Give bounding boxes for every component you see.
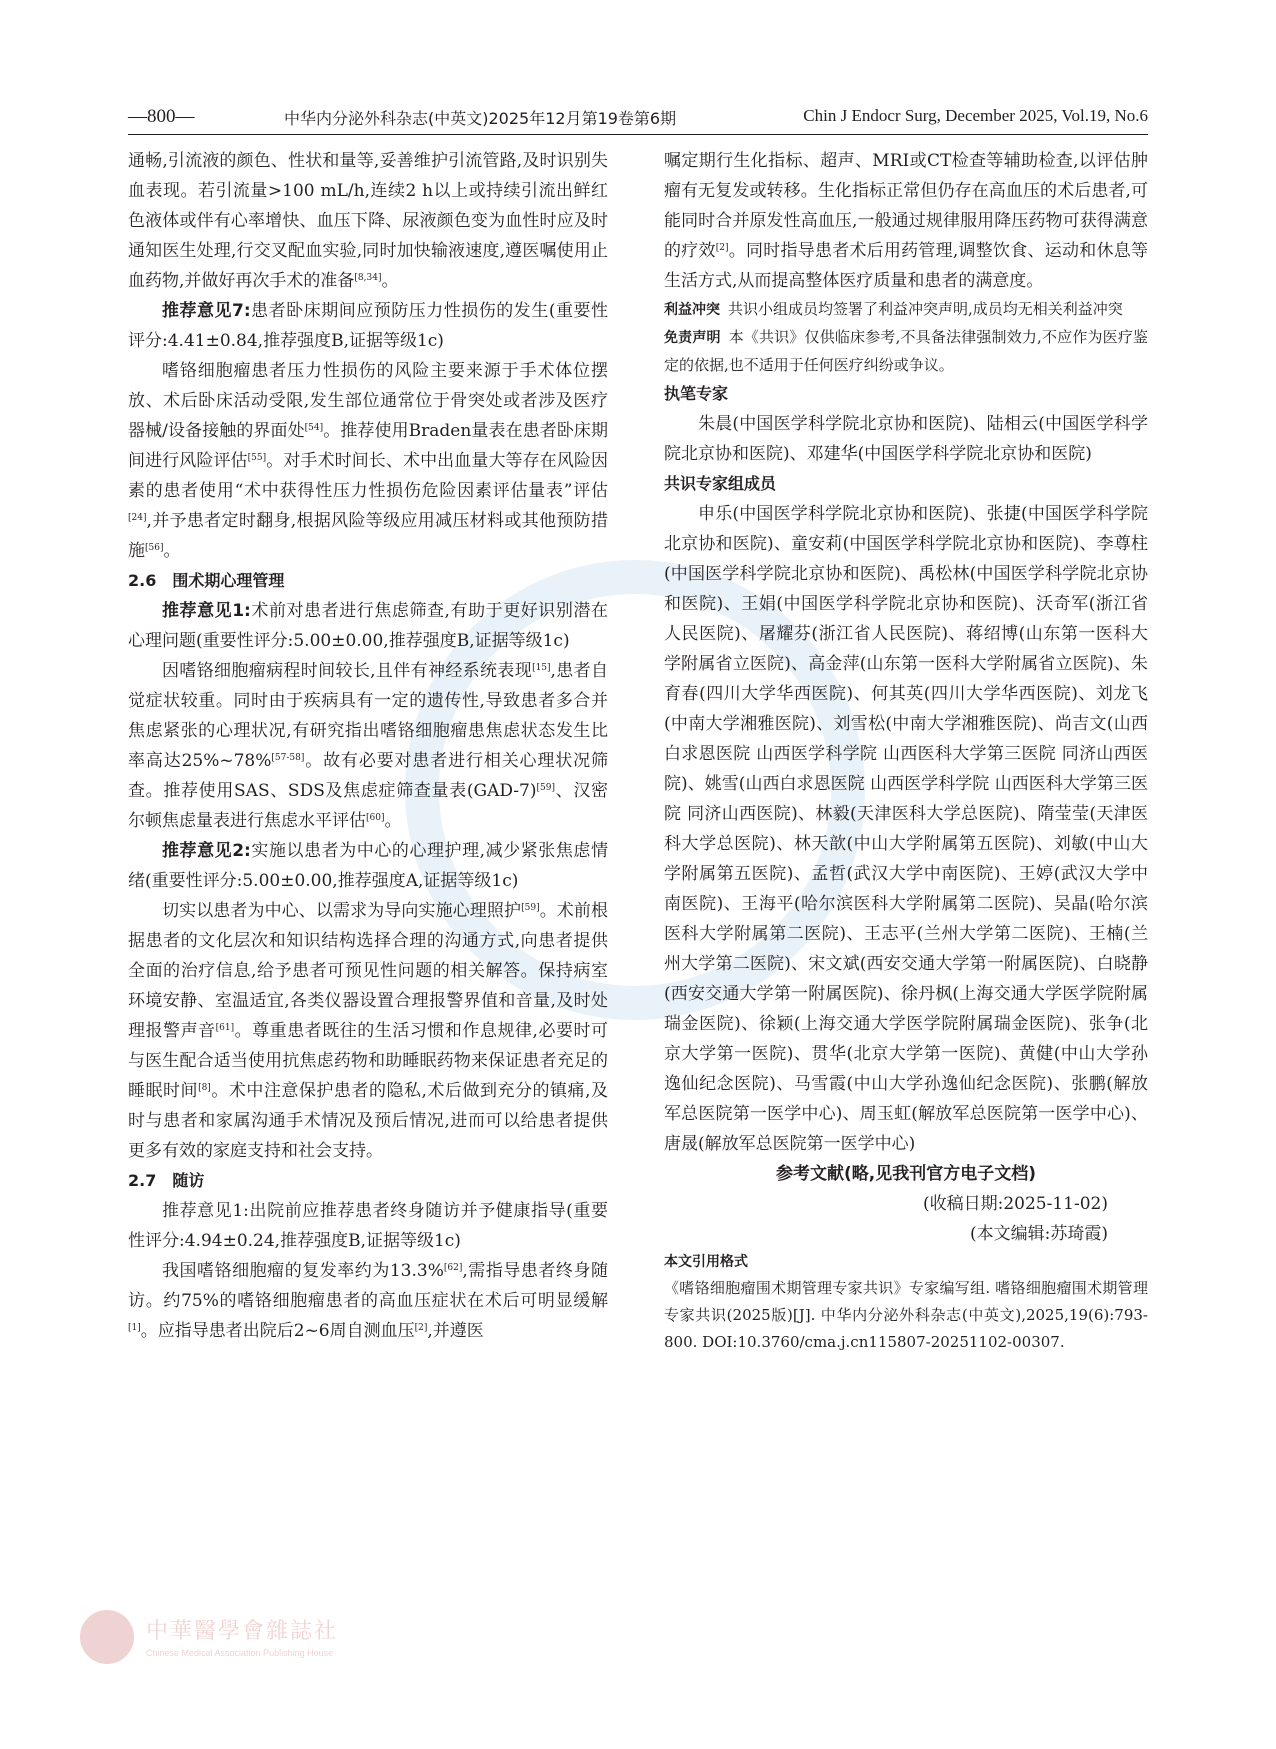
publisher-name-cn: 中華醫學會雜誌社 [146,1619,339,1644]
paragraph: 通畅,引流液的颜色、性状和量等,妥善维护引流管路,及时识别失血表现。若引流量>100 mL/h,连续2 h以上或持续引流出鲜红色液体或伴有心率增快、血压下降、尿液颜色变为血性时应及时通知医生处理,行交叉配血实验,同时加快输液速度,遵医嘱使用止血药物,并做好再次手术的准备[8,34]。 [128,151,608,291]
paragraph: 嘱定期行生化指标、超声、MRI或CT检查等辅助检查,以评估肿瘤有无复发或转移。生化指标正常但仍存在高血压的术后患者,可能同时合并原发性高血压,一般通过规律服用降压药物可获得满意的疗效[2]。同时指导患者术后用药管理,调整饮食、运动和休息等生活方式,从而提高整体医疗质量和患者的满意度。 [664,151,1148,291]
recommendation-2: 推荐意见2:实施以患者为中心的心理护理,减少紧张焦虑情绪(重要性评分:5.00±0.00,推荐强度A,证据等级1c) [128,841,608,891]
paragraph: 我国嗜铬细胞瘤的复发率约为13.3%[62],需指导患者终身随访。约75%的嗜铬细胞瘤患者的高血压症状在术后可明显缓解[1]。应指导患者出院后2~6周自测血压[2],并遵医 [128,1261,608,1341]
journal-title-cn: 中华内分泌外科杂志(中英文)2025年12月第19卷第6期 [284,109,677,128]
recommendation-7: 推荐意见7:患者卧床期间应预防压力性损伤的发生(重要性评分:4.41±0.84,推荐强度B,证据等级1c) [128,301,608,351]
conflict-of-interest: 利益冲突 共识小组成员均签署了利益冲突声明,成员均无相关利益冲突 [664,300,1123,318]
flower-logo-icon [80,1610,134,1664]
page-number: —800— [128,106,195,127]
recommendation-followup: 推荐意见1:出院前应推荐患者终身随访并予健康指导(重要性评分:4.94±0.24,推荐强度B,证据等级1c) [128,1201,608,1251]
references-note: 参考文献(略,见我刊官方电子文档) [776,1164,1036,1184]
publisher-name-en: Chinese Medical Association Publishing House [146,1648,334,1658]
section-heading-2-6: 2.6 围术期心理管理 [128,571,285,590]
disclaimer: 免责声明 本《共识》仅供临床参考,不具备法律强制效力,不应作为医疗鉴定的依据,也不适用于任何医疗纠纷或争议。 [664,328,1148,374]
editor-note: (本文编辑:苏琦霞) [970,1224,1108,1244]
writers-heading: 执笔专家 [664,384,729,403]
recommendation-1: 推荐意见1:术前对患者进行焦虑筛查,有助于更好识别潜在心理问题(重要性评分:5.00±0.00,推荐强度B,证据等级1c) [128,601,608,651]
journal-title-en: Chin J Endocr Surg, December 2025, Vol.19, No.6 [803,106,1148,125]
left-column [128,146,608,1346]
page-header [128,104,1148,135]
writers-list: 朱晨(中国医学科学院北京协和医院)、陆相云(中国医学科学院北京协和医院)、邓建华(中国医学科学院北京协和医院) [664,414,1148,464]
paragraph: 因嗜铬细胞瘤病程时间较长,且伴有神经系统表现[15],患者自觉症状较重。同时由于疾病具有一定的遗传性,导致患者多合并焦虑紧张的心理状况,有研究指出嗜铬细胞瘤患焦虑状态发生比率高达25%~78%[57-58]。故有必要对患者进行相关心理状况筛查。推荐使用SAS、SDS及焦虑症筛查量表(GAD-7)[59]、汉密尔顿焦虑量表进行焦虑水平评估[60]。 [128,661,608,831]
section-heading-2-7: 2.7 随访 [128,1171,205,1190]
citation-heading: 本文引用格式 [664,1254,748,1270]
members-heading: 共识专家组成员 [664,474,777,493]
paragraph: 切实以患者为中心、以需求为导向实施心理照护[59]。术前根据患者的文化层次和知识结构选择合理的沟通方式,向患者提供全面的治疗信息,给予患者可预见性问题的相关解答。保持病室环境安静、室温适宜,各类仪器设置合理报警界值和音量,及时处理报警声音[61]。尊重患者既往的生活习惯和作息规律,必要时可与医生配合适当使用抗焦虑药物和助睡眠药物来保证患者充足的睡眠时间[8]。术中注意保护患者的隐私,术后做到充分的镇痛,及时与患者和家属沟通手术情况及预后情况,进而可以给患者提供更多有效的家庭支持和社会支持。 [128,901,609,1161]
paragraph: 嗜铬细胞瘤患者压力性损伤的风险主要来源于手术体位摆放、术后卧床活动受限,发生部位通常位于骨突处或者涉及医疗器械/设备接触的界面处[54]。推荐使用Braden量表在患者卧床期间进行风险评估[55]。对手术时间长、术中出血量大等存在风险因素的患者使用“术中获得性压力性损伤危险因素评估量表”评估[24],并予患者定时翻身,根据风险等级应用减压材料或其他预防措施[56]。 [128,361,609,561]
members-list: 申乐(中国医学科学院北京协和医院)、张捷(中国医学科学院北京协和医院)、童安莉(中国医学科学院北京协和医院)、李尊柱(中国医学科学院北京协和医院)、禹松林(中国医学科学院北京协和医院)、王娟(中国医学科学院北京协和医院)、沃奇军(浙江省人民医院)、屠耀芬(浙江省人民医院)、蒋绍博(山东第一医科大学附属省立医院)、高金萍(山东第一医科大学附属省立医院)、朱育春(四川大学华西医院)、何其英(四川大学华西医院)、刘龙飞(中南大学湘雅医院)、刘雪松(中南大学湘雅医院)、尚吉文(山西白求恩医院 山西医学科学院 山西医科大学第三医院 同济山西医院)、姚雪(山西白求恩医院 山西医学科学院 山西医科大学第三医院 同济山西医院)、林毅(天津医科大学总医院)、隋莹莹(天津医科大学总医院)、林天歆(中山大学附属第五医院)、刘敏(中山大学附属第五医院)、孟哲(武汉大学中南医院)、王婷(武汉大学中南医院)、王海平(哈尔滨医科大学附属第二医院)、吴晶(哈尔滨医科大学附属第二医院)、王志平(兰州大学第二医院)、王楠(兰州大学第二医院)、宋文斌(西安交通大学第一附属医院)、白晓静(西安交通大学第一附属医院)、徐丹枫(上海交通大学医学院附属瑞金医院)、徐颖(上海交通大学医学院附属瑞金医院)、张争(北京大学第一医院)、贯华(北京大学第一医院)、黄健(中山大学孙逸仙纪念医院)、马雪霞(中山大学孙逸仙纪念医院)、张鹏(解放军总医院第一医学中心)、周玉虹(解放军总医院第一医学中心)、唐晟(解放军总医院第一医学中心) [664,504,1148,1154]
citation-text: 《嗜铬细胞瘤围术期管理专家共识》专家编写组. 嗜铬细胞瘤围术期管理专家共识(2025版)[J]. 中华内分泌外科杂志(中英文),2025,19(6):793-800. DOI:10.3760/cma.j.cn115807-20251102-00307. [664,1279,1148,1351]
received-date: (收稿日期:2025-11-02) [922,1194,1108,1214]
publisher-logo [80,1608,550,1678]
right-column [664,146,1148,1356]
